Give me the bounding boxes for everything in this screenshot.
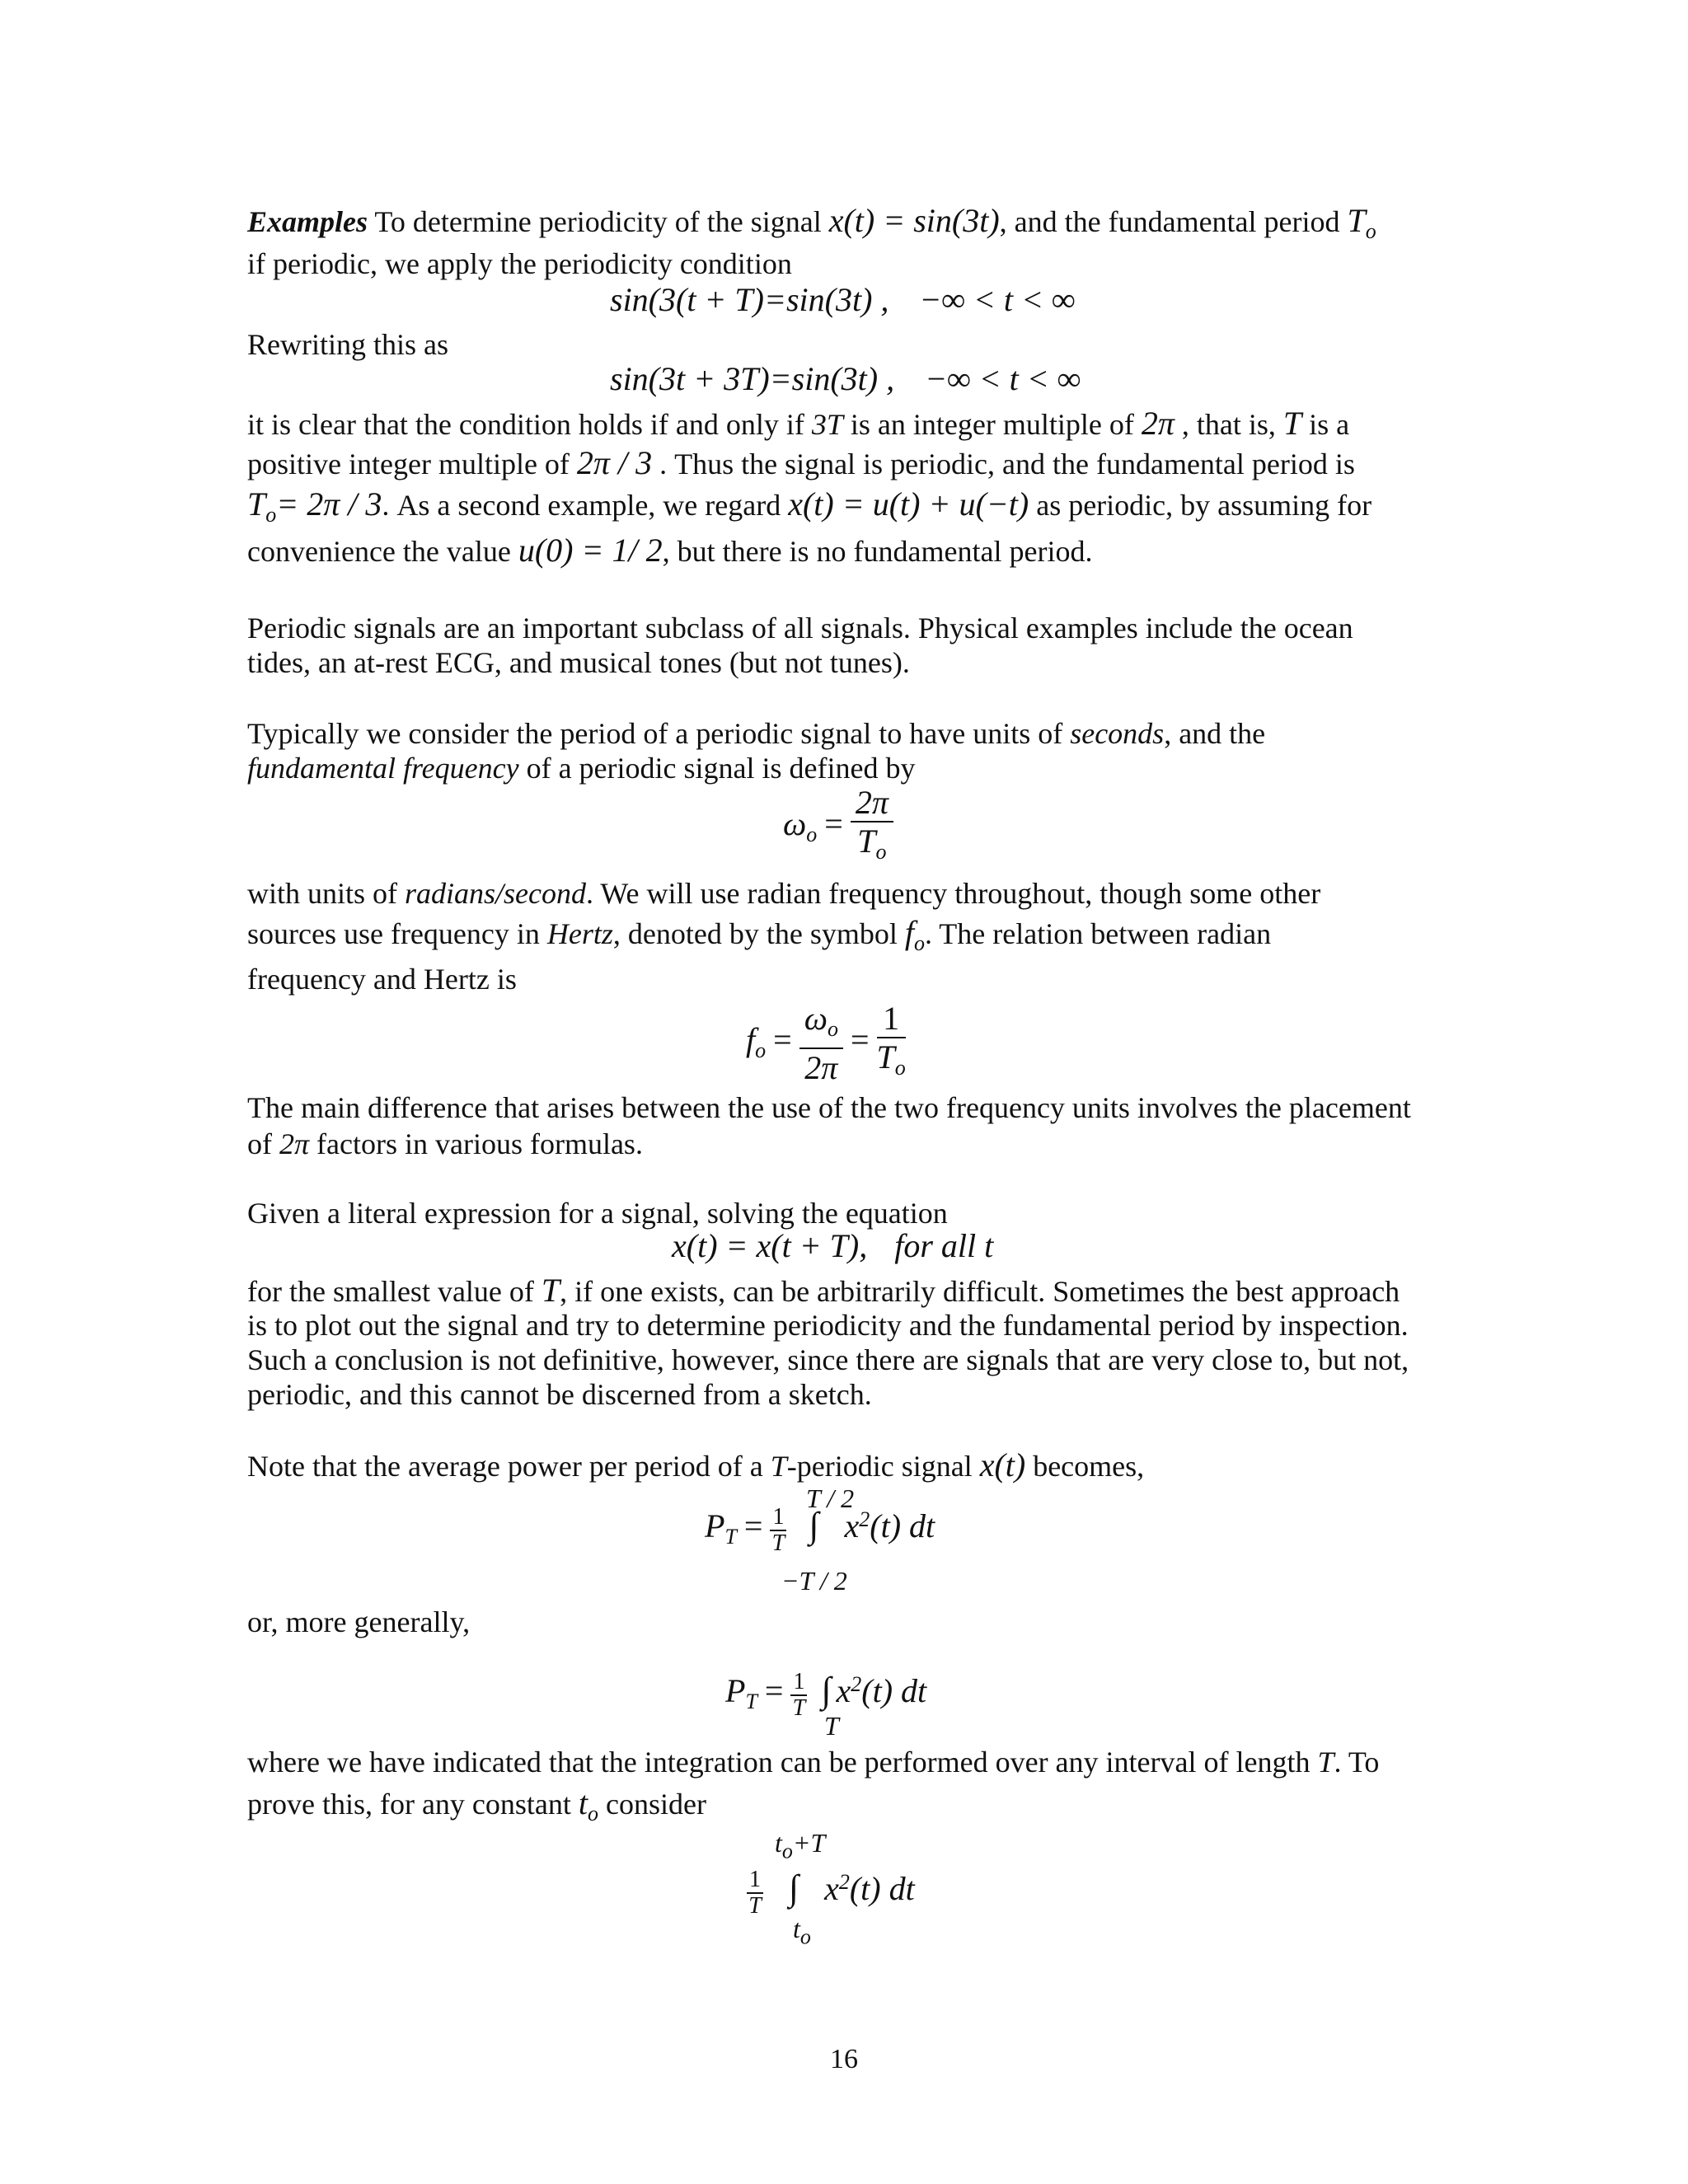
paragraph-2-line-6: The main difference that arises between the use of the two frequency units involves the placement [247, 1091, 1411, 1124]
paragraph-2-line-1 [247, 715, 1459, 752]
denominator: T [771, 1530, 785, 1556]
math: +T [792, 1828, 826, 1858]
math-sub: T [745, 1690, 757, 1714]
math: T [876, 1038, 895, 1076]
math: = [824, 804, 843, 842]
emphasis: Hertz [546, 917, 613, 950]
math: t [578, 1784, 588, 1821]
math: −∞ < t < ∞ [925, 360, 1081, 397]
numerator: 1 [747, 1868, 763, 1894]
paragraph-1-line-1: Periodic signals are an important subclass of all signals. Physical examples include the ocean [247, 612, 1353, 644]
numerator: 2π [851, 785, 893, 823]
math-sub: o [827, 1017, 838, 1042]
math: T [541, 1272, 560, 1309]
denominator: T [748, 1892, 762, 1919]
math: x(t) = x(t + T), [672, 1227, 868, 1264]
paragraph-2-line-3 [247, 875, 1459, 912]
text: convenience the value [247, 535, 511, 568]
math-sub: o [588, 1802, 599, 1826]
text: . The relation between radian [924, 917, 1272, 950]
examples-line-4 [247, 405, 1459, 443]
denominator: 2π [804, 1049, 838, 1087]
text: is an integer multiple of [850, 408, 1134, 441]
fraction [770, 1505, 786, 1556]
math-sub: o [806, 823, 818, 847]
text: To determine periodicity of the signal [374, 205, 822, 238]
periodicity-definition-equation [672, 1228, 993, 1265]
math: P [725, 1672, 746, 1709]
math: T [857, 823, 876, 860]
emphasis: seconds [1070, 717, 1165, 750]
paragraph-4-line-1 [247, 1447, 1459, 1484]
fundamental-frequency-equation [783, 785, 893, 871]
paragraph-2-line-4 [247, 915, 1459, 962]
text: of [247, 1127, 272, 1160]
examples-line-2: if periodic, we apply the periodicity condition [247, 247, 792, 280]
math-sup: 2 [851, 1672, 862, 1696]
math-sub: o [875, 840, 887, 865]
math: 3T [811, 408, 843, 441]
text: is a [1309, 408, 1350, 441]
math: x(t) = u(t) + u(−t) [788, 485, 1029, 523]
math-sub: o [913, 931, 925, 956]
fraction [877, 1001, 906, 1087]
math: 2π / 3 [576, 444, 653, 481]
math: P [705, 1507, 725, 1544]
math-sub: o [799, 1924, 811, 1949]
emphasis: radians/second [405, 877, 587, 910]
math: ω [804, 1000, 828, 1037]
text: , if one exists, can be arbitrarily difficult. Sometimes the best approach [560, 1275, 1400, 1308]
math: = 2π / 3 [276, 485, 382, 523]
math: T [247, 485, 266, 523]
math: (t) dt [861, 1672, 927, 1709]
paragraph-3-line-2 [247, 1272, 1459, 1310]
math-sup: 2 [859, 1507, 870, 1531]
math: 2π [279, 1127, 310, 1160]
text: , but there is no fundamental period. [662, 535, 1093, 568]
math: T [1317, 1746, 1334, 1779]
text: consider [606, 1788, 706, 1821]
math: = [773, 1020, 792, 1058]
paragraph-2-line-7 [247, 1126, 1459, 1162]
examples-line-3: Rewriting this as [247, 328, 448, 361]
math-sub: o [265, 503, 277, 527]
text: . Thus the signal is periodic, and the fundamental period is [659, 448, 1355, 480]
math: f [904, 914, 914, 951]
math: sin(3(t + T)=sin(3t) , [610, 281, 889, 318]
paragraph-2-line-5: frequency and Hertz is [247, 963, 517, 996]
math: u(0) = 1/ 2 [518, 532, 663, 569]
text: . To [1334, 1746, 1380, 1779]
text: , and the fundamental period [999, 205, 1340, 238]
numerator: 1 [877, 1001, 906, 1038]
math-sub: o [755, 1038, 767, 1063]
math: t [775, 1828, 782, 1858]
paragraph-4-line-2: or, more generally, [247, 1605, 471, 1638]
text: with units of [247, 877, 398, 910]
math: sin(3t + 3T)=sin(3t) , [610, 360, 895, 397]
fraction [747, 1868, 763, 1919]
shifted-interval-integral [747, 1864, 915, 1919]
math: for all t [894, 1227, 994, 1264]
math: 2π [1141, 405, 1175, 442]
denominator: T [792, 1694, 806, 1721]
math-sub: o [781, 1839, 793, 1863]
text: , and the [1164, 717, 1266, 750]
text: . As a second example, we regard [382, 489, 781, 522]
text: prove this, for any constant [247, 1788, 571, 1821]
fraction [790, 1670, 807, 1721]
integral-interval-limit: T [824, 1711, 839, 1741]
denominator [851, 823, 893, 871]
text: factors in various formulas. [316, 1127, 643, 1160]
math: T [1347, 202, 1366, 239]
text: as periodic, by assuming for [1036, 489, 1372, 522]
text: Note that the average power per period of a [247, 1450, 763, 1483]
rewritten-equation [610, 361, 1081, 398]
hertz-relation-equation [746, 1001, 906, 1087]
examples-line-7 [247, 532, 1459, 569]
integral-lower-limit: −T / 2 [781, 1566, 847, 1596]
math: t [793, 1914, 800, 1943]
text: , denoted by the symbol [612, 917, 898, 950]
page-number: 16 [830, 2044, 858, 2074]
examples-line-1 [247, 203, 1459, 250]
math: x [824, 1870, 839, 1907]
text: . We will use radian frequency throughout, though some other [586, 877, 1321, 910]
emphasis: fundamental frequency [247, 752, 519, 785]
math-sup: 2 [838, 1870, 850, 1894]
text: positive integer multiple of [247, 448, 570, 480]
math: x(t) [979, 1446, 1026, 1483]
math: x(t) = sin(3t) [828, 202, 1000, 239]
integral-sign: ∫ [789, 1868, 799, 1908]
fraction [799, 1001, 843, 1087]
math: −∞ < t < ∞ [919, 281, 1076, 318]
math-sub: o [894, 1056, 906, 1080]
paragraph-3-line-5: periodic, and this cannot be discerned from a sketch. [247, 1378, 872, 1411]
integral-upper-limit [775, 1828, 825, 1863]
denominator [877, 1038, 906, 1087]
paragraph-2-line-2 [247, 750, 1459, 786]
math: T [770, 1450, 787, 1483]
numerator: 1 [790, 1670, 807, 1696]
paragraph-4-line-3 [247, 1744, 1459, 1780]
math: = [850, 1020, 870, 1058]
examples-label: Examples [247, 205, 368, 238]
math: ω [783, 804, 807, 842]
math: f [746, 1020, 756, 1058]
math: x [844, 1507, 860, 1544]
integral-upper-limit: T / 2 [806, 1483, 855, 1513]
math-sub: o [1365, 219, 1376, 244]
paragraph-3-line-4: Such a conclusion is not definitive, however, since there are signals that are very close to, but not, [247, 1343, 1409, 1376]
math: (t) dt [849, 1870, 915, 1907]
math: (t) dt [870, 1507, 935, 1544]
math: x [836, 1672, 851, 1709]
text: , that is, [1181, 408, 1276, 441]
paragraph-3-line-3: is to plot out the signal and try to determine periodicity and the fundamental period by inspection. [247, 1309, 1409, 1342]
math: T [1282, 405, 1302, 442]
text: it is clear that the condition holds if and only if [247, 408, 804, 441]
math: = [764, 1672, 784, 1709]
numerator [799, 1001, 843, 1049]
periodicity-equation [610, 282, 1076, 319]
text: for the smallest value of [247, 1275, 534, 1308]
text: where we have indicated that the integration can be performed over any interval of length [247, 1746, 1311, 1779]
text: -periodic signal [786, 1450, 973, 1483]
integral-sign: ∫ [809, 1505, 819, 1545]
integral-lower-limit [793, 1914, 811, 1949]
examples-line-6 [247, 486, 1459, 533]
text: Typically we consider the period of a periodic signal to have units of [247, 717, 1063, 750]
math-sub: T [724, 1525, 737, 1549]
math: = [743, 1507, 763, 1544]
text: sources use frequency in [247, 917, 540, 950]
integral-sign: ∫ [821, 1670, 832, 1710]
examples-line-5 [247, 445, 1459, 482]
paragraph-3-line-1: Given a literal expression for a signal, solving the equation [247, 1197, 948, 1230]
paragraph-4-line-4 [247, 1785, 1459, 1832]
text: becomes, [1033, 1450, 1145, 1483]
fraction [851, 785, 893, 871]
paragraph-1-line-2: tides, an at-rest ECG, and musical tones (but not tunes). [247, 646, 910, 679]
numerator: 1 [770, 1505, 786, 1531]
text: of a periodic signal is defined by [526, 752, 916, 785]
